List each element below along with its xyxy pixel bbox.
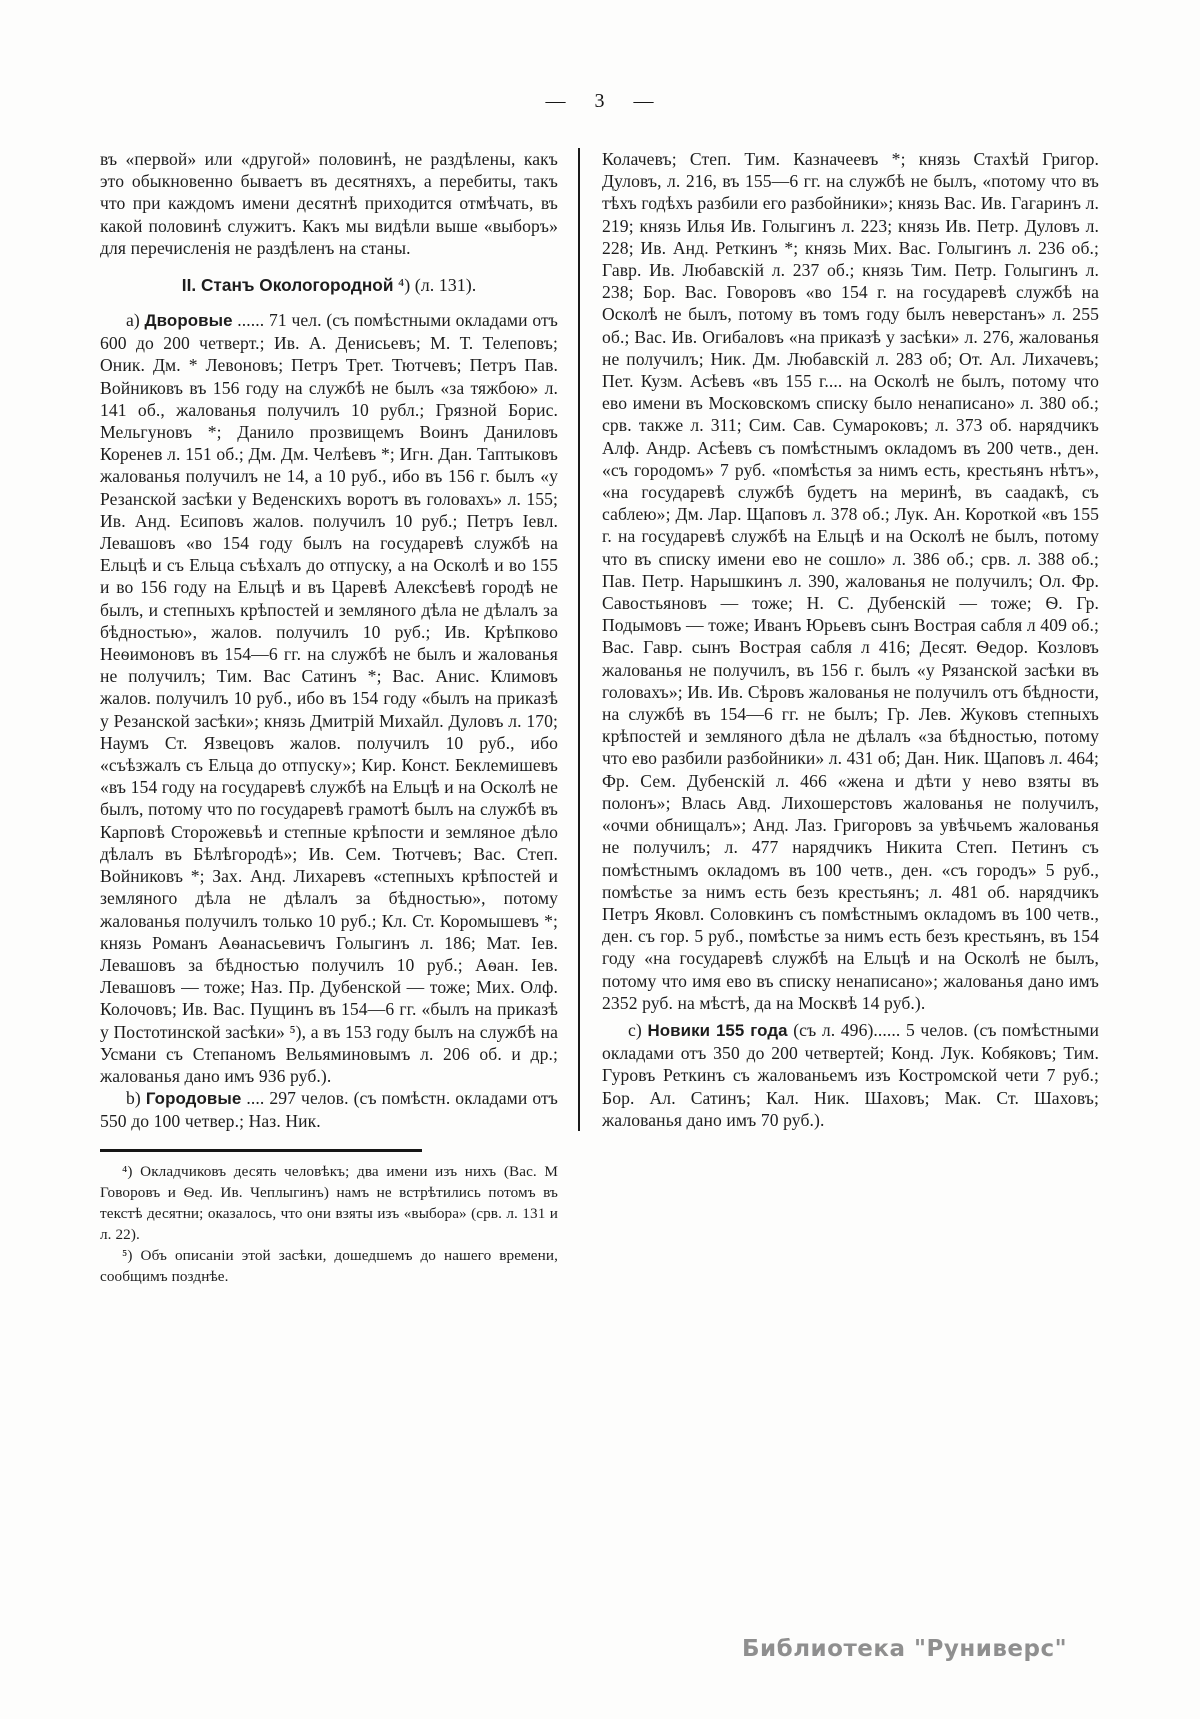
paragraph-b-prefix: b) [126, 1088, 146, 1109]
paragraph-dvorovye [100, 309, 558, 1087]
section-heading-title: II. Станъ Окологородной [181, 275, 394, 296]
footnote-divider [100, 1149, 422, 1152]
library-watermark: Библиотека "Руниверс" [742, 1636, 1068, 1662]
paragraph-a-label: Дворовые [144, 311, 233, 331]
paragraph-c-text: (съ л. 496)...... 5 челов. (съ помѣстными окладами отъ 350 до 200 четвертей; Конд. Лук. Кобяковъ; Тим. Гуровъ Реткинъ съ жалованьемъ изъ Костромской чети 7 руб.; Бор. Ал. Сатинъ; Кал. Ник. Шаховъ; Мак. Ст. Шаховъ; жалованья дано имъ 70 руб.). [602, 1019, 1100, 1130]
paragraph-c-prefix: с) [628, 1019, 648, 1040]
continuation-paragraph: Колачевъ; Степ. Тим. Казначеевъ *; князь Стахѣй Григор. Дуловъ, л. 216, въ 155—6 гг. на службѣ не былъ, «потому что въ тѣхъ годѣхъ разбили его разбойники»; князь Вас. Ив. Гагаринъ л. 219; князь Илья Ив. Голыгинъ л. 223; князь Ив. Петр. Дуловъ л. 228; Ив. Анд. Реткинъ *; князь Мих. Вас. Голыгинъ л. 236 об.; Гавр. Ив. Любавскій л. 237 об.; князь Тим. Петр. Голыгинъ л. 238; Бор. Вас. Говоровъ «во 154 г. на государевѣ службѣ на Осколѣ не былъ, потому въ томъ году былъ неверстанъ» л. 255 об.; Вас. Ив. Огибаловъ «на приказѣ у засѣки» л. 276, жалованья не получилъ; Ник. Дм. Любавскій л. 283 об; От. Ал. Лихачевъ; Пет. Кузм. Асѣевъ «въ 155 г.... на Осколѣ не былъ, потому что ево имени въ Московскомъ списку было ненаписано» л. 380 об.; срв. также л. 311; Сим. Сав. Сумароковъ; л. 373 об. нарядчикъ Алф. Андр. Асѣевъ съ помѣстнымъ окладомъ въ 200 четв., ден. «съ городомъ» 7 руб. «помѣстья за нимъ есть, крестьянъ нѣтъ», «на государевѣ службѣ будетъ на меринѣ, въ саадакѣ, съ саблею»; Дм. Лар. Щаповъ л. 378 об.; Лук. Ан. Короткой «въ 155 г. на государевѣ службѣ на Ельцѣ и на Осколѣ не былъ, потому что въ списку имени ево не сошло» л. 386 об.; срв. л. 388 об.; Пав. Петр. Нарышкинъ л. 390, жалованья не получилъ; Ол. Фр. Савостьяновъ — тоже; Н. С. Дубенскій — тоже; Ѳ. Гр. Подымовъ — тоже; Иванъ Юрьевъ сынъ Вострая сабля л 409 об.; Вас. Гавр. сынъ Вострая сабля л 416; Десят. Ѳедор. Козловъ жалованья не получилъ, въ 156 г. былъ «у Рязанской засѣки въ головахъ»; Ив. Ив. Сѣровъ жалованья не получилъ отъ бѣдности, на службѣ въ 154—6 гг. не былъ; Гр. Лев. Жуковъ степныхъ крѣпостей и земляного дѣла не дѣлалъ «за бѣдностью, потому что ево разбили разбойники» л. 431 об; Дан. Ник. Щаповъ л. 464; Фр. Сем. Дубенскій л. 466 «жена и дѣти у нево взяты въ полонъ»; Влась Авд. Лихошерстовъ жалованья не получилъ, «очми обнищалъ»; Анд. Лаз. Григоровъ за увѣчьемъ жалованья не получилъ; л. 477 нарядчикъ Никита Степ. Петинъ съ помѣстнымъ окладомъ въ 100 четв., ден. «съ городъ» 5 руб., помѣстье за нимъ есть безъ крестьянъ; л. 481 об. нарядчикъ Петръ Яковл. Соловкинъ съ помѣстнымъ окладомъ въ 100 четв., ден. съ гор. 5 руб., помѣстье за нимъ есть безъ крестьянъ, въ 154 году «на государевѣ службѣ на Ельцѣ и на Осколѣ не былъ, потому что имя ево въ списку ненаписано»; жалованья дано имъ 2352 руб. на мѣстѣ, да на Москвѣ 14 руб.). [602, 149, 1099, 1013]
paragraph-noviki [602, 1019, 1099, 1131]
paragraph-b-label: Городовые [145, 1089, 242, 1109]
right-column [578, 148, 1099, 1131]
left-column [100, 148, 558, 1287]
footnote-4: ⁴) Окладчиковъ десять человѣкъ; два имени изъ нихъ (Вас. М Говоровъ и Ѳед. Ив. Чеплыгинъ) намъ не встрѣтились потомъ въ текстѣ десятни; оказалось, что они взяты изъ «выбора» (срв. л. 131 и л. 22). [100, 1162, 558, 1243]
text-columns [100, 148, 1100, 1287]
paragraph-gorodovye [100, 1087, 558, 1132]
intro-paragraph: въ «первой» или «другой» половинѣ, не раздѣлены, какъ это обыкновенно бываетъ въ десятняхъ, а перебиты, такъ что при каждомъ имени десятнѣ приходится отмѣчать, въ какой половинѣ служитъ. Какъ мы видѣли выше «выборъ» для перечисленія не раздѣленъ на станы. [100, 149, 558, 258]
section-heading-ref: ⁴) (л. 131). [397, 275, 477, 296]
paragraph-a-prefix: а) [126, 310, 145, 331]
paragraph-b-text: .... 297 челов. (съ помѣстн. окладами отъ 550 до 100 четвер.; Наз. Ник. [100, 1088, 558, 1132]
footnote-5: ⁵) Объ описаніи этой засѣки, дошедшемъ до нашего времени, сообщимъ позднѣе. [100, 1246, 558, 1285]
page-number: — 3 — [545, 90, 655, 112]
paragraph-a-text: ...... 71 чел. (съ помѣстными окладами отъ 600 до 200 четверт.; Ив. А. Денисьевъ; М. Т. Телеповъ; Оник. Дм. * Левоновъ; Петръ Трет. Тютчевъ; Петръ Пав. Войниковъ въ 156 году на службѣ не былъ «за тяжбою» л. 141 об., жалованья получилъ 10 рубл.; Грязной Борис. Мельгуновъ *; Данило прозвищемъ Воинъ Даниловъ Коренев л. 151 об.; Дм. Дм. Челѣевъ *; Игн. Дан. Таптыковъ жалованья получилъ не 14, а 10 руб., ибо въ 156 г. былъ «у Резанской засѣки у Веденскихъ воротъ въ головахъ» л. 155; Ив. Анд. Есиповъ жалов. получилъ 10 руб.; Петръ Іевл. Левашовъ «во 154 году былъ на государевѣ службѣ на Ельцѣ и съ Ельца съѣхалъ до отпуску, а на Осколѣ и во 155 и во 156 году на Ельцѣ и въ Царевѣ Алексѣевѣ городѣ не былъ, и степныхъ крѣпостей и земляного дѣла не дѣлалъ за бѣдностью», жалов. получилъ 10 руб.; Ив. Крѣпково Неѳимоновъ въ 154—6 гг. на службѣ не былъ и жалованья не получилъ; Тим. Вас Сатинъ *; Вас. Анис. Климовъ жалов. получилъ 10 руб., ибо въ 154 году «былъ на приказѣ у Резанской засѣки»; князь Дмитрій Михайл. Дуловъ л. 170; Наумъ Ст. Язвецовъ жалов. получилъ 10 руб., ибо «съѣзжалъ съ Ельца до отпуску»; Кир. Конст. Беклемишевъ «въ 154 году на государевѣ службѣ на Ельцѣ и на Осколѣ не былъ, потому что по государевѣ грамотѣ былъ на службѣ въ Карповѣ Сторожевьѣ и степные крѣпости и земляное дѣло дѣлалъ въ Бѣлѣгородѣ»; Ив. Сем. Тютчевъ; Вас. Степ. Войниковъ *; Зах. Анд. Лихаревъ «степныхъ крѣпостей и земляного дѣла не дѣлалъ за бѣдностью», потому жалованья получилъ только 10 руб.; Кл. Ст. Коромышевъ *; князь Романъ Аѳанасьевичъ Голыгинъ л. 186; Мат. Іев. Левашовъ за бѣдностью получилъ 10 руб.; Аѳан. Іев. Левашовъ — тоже; Наз. Пр. Дубенской — тоже; Мих. Олф. Колочовъ; Ив. Вас. Пущинъ въ 154—6 гг. «былъ на приказѣ у Постотинской засѣки» ⁵), а въ 153 году былъ на службѣ на Усмани съ Степаномъ Вельяминовымъ л. 206 об. и др.; жалованья дано имъ 936 руб.). [100, 310, 558, 1086]
paragraph-c-label: Новики 155 года [647, 1020, 788, 1040]
section-heading [100, 273, 558, 297]
